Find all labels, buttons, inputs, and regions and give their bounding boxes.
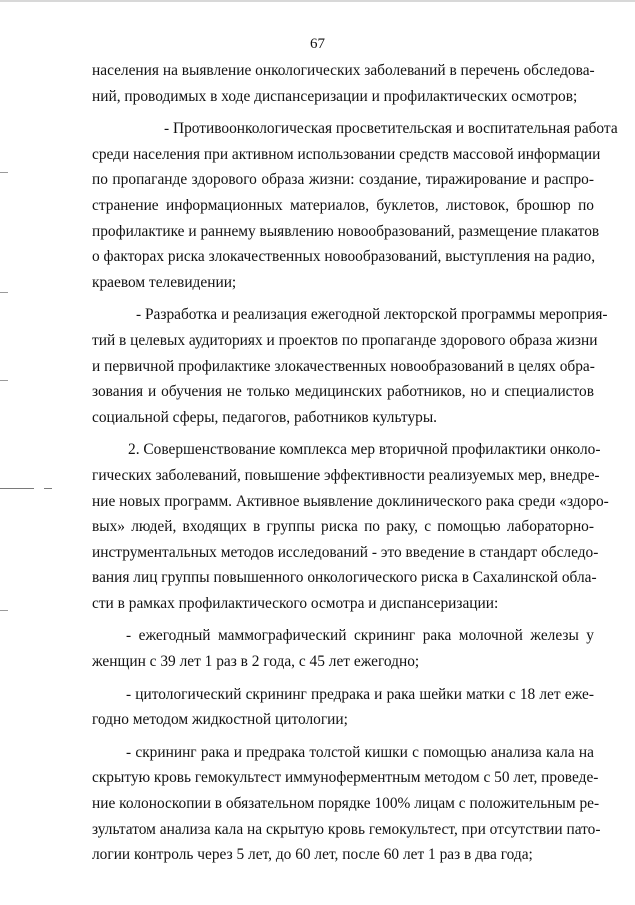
text-line: скрытую кровь гемокультест иммуноферментным методом с 50 лет, проведе- — [92, 769, 599, 787]
paragraph-colon-screening — [92, 740, 601, 868]
text-line: ние новых программ. Активное выявление доклинического рака среди «здоро- — [92, 492, 609, 510]
paragraph-awareness-work — [92, 116, 618, 295]
text-line: вых» людей, входящих в группы риска по раку, с помощью лабораторно- — [92, 518, 594, 536]
paragraph-screening-list-end — [92, 58, 594, 109]
page-number: 67 — [310, 36, 325, 52]
text-line: женщин с 39 лет 1 раз в 2 года, с 45 лет ежегодно; — [92, 653, 420, 671]
text-line: зультатом анализа кала на скрытую кровь гемокультест, при отсутствии пато- — [92, 820, 601, 838]
text-line: зования и обучения не только медицинских работников, но и специалистов — [92, 383, 594, 401]
scan-edge-mark — [0, 610, 8, 611]
paragraph-cytology — [92, 682, 594, 733]
text-line: тий в целевых аудиториях и проектов по пропаганде здорового образа жизни — [92, 331, 598, 349]
scan-edge-mark — [0, 292, 8, 293]
text-line: краевом телевидении; — [92, 273, 237, 291]
text-line: 2. Совершенствование комплекса мер вторичной профилактики онколо- — [128, 441, 601, 459]
paragraph-mammography — [92, 623, 594, 674]
scan-side-dash — [44, 488, 52, 489]
text-line: - скрининг рака и предрака толстой кишки с помощью анализа кала на — [126, 743, 594, 761]
text-line: и первичной профилактике злокачественных новообразований в целях обра- — [92, 357, 595, 375]
document-body — [92, 58, 618, 875]
text-line: инструментальных методов исследований - это введение в стандарт обследо- — [92, 543, 599, 561]
text-line: годно методом жидкостной цитологии; — [92, 711, 348, 729]
text-line: социальной сферы, педагогов, работников культуры. — [92, 408, 438, 426]
text-line: населения на выявление онкологических заболеваний в перечень обследова- — [92, 62, 595, 79]
text-line: ний, проводимых в ходе диспансеризации и профилактических осмотров; — [92, 87, 578, 105]
text-line: среди населения при активном использовании средств массовой информации — [92, 145, 601, 163]
text-line: - Противоонкологическая просветительская и воспитательная работа — [164, 120, 618, 138]
text-line: логии контроль через 5 лет, до 60 лет, после 60 лет 1 раз в два года; — [92, 846, 533, 864]
text-line: по пропаганде здорового образа жизни: создание, тиражирование и распро- — [92, 171, 594, 189]
paragraph-secondary-prevention — [92, 437, 609, 616]
scan-edge-mark — [0, 172, 8, 173]
scan-top-edge — [0, 0, 635, 2]
text-line: ние колоноскопии в обязательном порядке 100% лицам с положительным ре- — [92, 795, 600, 813]
text-line: вания лиц группы повышенного онкологического риска в Сахалинской обла- — [92, 569, 597, 587]
text-line: - Разработка и реализация ежегодной лекторской программы мероприя- — [136, 306, 608, 324]
scan-edge-mark — [0, 380, 8, 381]
text-line: - ежегодный маммографический скрининг рака молочной железы у — [126, 627, 594, 645]
text-line: профилактике и раннему выявлению новообразований, размещение плакатов — [92, 222, 600, 240]
text-line: сти в рамках профилактического осмотра и диспансеризации: — [92, 594, 499, 612]
text-line: гических заболеваний, повышение эффективности реализуемых мер, внедре- — [92, 466, 600, 484]
text-line: - цитологический скрининг предрака и рака шейки матки с 18 лет еже- — [126, 685, 594, 703]
paragraph-lecture-program — [92, 302, 608, 430]
text-line: странение информационных материалов, буклетов, листовок, брошюр по — [92, 196, 594, 214]
text-line: о факторах риска злокачественных новообразований, выступления на радио, — [92, 248, 596, 266]
scan-side-dash — [0, 488, 34, 489]
